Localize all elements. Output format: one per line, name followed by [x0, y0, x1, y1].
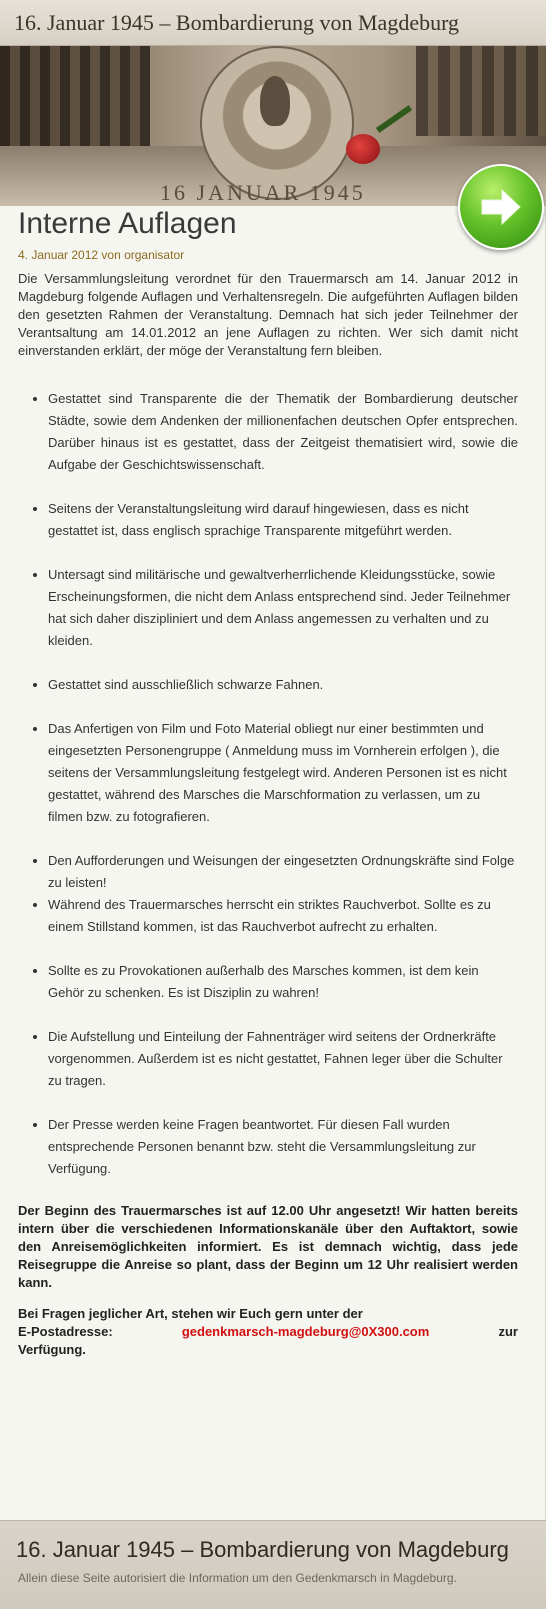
list-item: • Untersagt sind militärische und gewaltverherrlichende Kleidungsstücke, sowie Erscheinungsformen, die nicht dem Anlass entsprechend sind. Jeder Teilnehmer hat sich daher diszipliniert und dem Anlass angemessen zu verhalten und zu kleiden. — [48, 564, 518, 652]
post-title[interactable]: Interne Auflagen — [18, 207, 237, 240]
red-rose — [346, 134, 380, 164]
list-item: • Gestattet sind Transparente die der Thematik der Bombardierung deutscher Städte, sowie dem Andenken der millionenfachen deutschen Opfer entsprechen. Darüber hinaus ist es gestattet, dass der Zeitgeist thematisiert wird, sowie die Aufgabe der Geschichtswissenschaft. — [48, 388, 518, 476]
list-item: • Den Aufforderungen und Weisungen der eingesetzten Ordnungskräfte sind Folge zu leisten! — [48, 850, 518, 894]
header-banner-image — [0, 46, 546, 206]
contact-row — [18, 1323, 518, 1341]
site-footer — [0, 1520, 546, 1609]
email-link[interactable]: gedenkmarsch-magdeburg@0X300.com — [181, 1324, 430, 1339]
flag-bearers-graphic — [0, 46, 150, 146]
closing-note: Der Beginn des Trauermarsches ist auf 12.00 Uhr angesetzt! Wir hatten bereits intern über die verschiedenen Informationskanäle über den Auftaktort, sowie den Anreisemöglichkeiten informiert. Es ist demnach wichtig, dass jede Reisegruppe die Anreise so plant, dass der Beginn um 12 Uhr realisiert werden kann. — [18, 1203, 518, 1290]
list-item: • Das Anfertigen von Film und Foto Material obliegt nur einer bestimmten und eingesetzten Personengruppe ( Anmeldung muss im Vornherein erfolgen ), die seitens der Versammlungsleitung festgelegt wird. Anderen Personen ist es nicht gestattet, während des Marsches die Marschformation zu verlassen, um zu filmen bzw. zu fotografieren. — [48, 718, 518, 828]
rose-stem — [376, 105, 412, 133]
contact-note — [18, 1305, 518, 1359]
list-item: • Seitens der Veranstaltungsleitung wird darauf hingewiesen, dass es nicht gestattet ist, dass englisch sprachige Transparente mitgeführt werden. — [48, 498, 518, 542]
list-item: • Während des Trauermarsches herrscht ein striktes Rauchverbot. Sollte es zu einem Stillstand kommen, ist das Rauchverbot aufrecht zu erhalten. — [48, 894, 518, 938]
contact-suffix: zur — [498, 1324, 518, 1339]
flame-relief — [260, 76, 290, 126]
footer-title[interactable]: 16. Januar 1945 – Bombardierung von Magdeburg — [16, 1537, 509, 1562]
rules-list — [18, 388, 518, 1180]
site-header — [0, 0, 546, 46]
contact-intro: Bei Fragen jeglicher Art, stehen wir Euch gern unter der — [18, 1306, 363, 1321]
list-item: • Der Presse werden keine Fragen beantwortet. Für diesen Fall wurden entsprechende Personen benannt bzw. steht die Versammlungsleitung zur Verfügung. — [48, 1114, 518, 1180]
footer-subtitle: Allein diese Seite autorisiert die Information um den Gedenkmarsch in Magdeburg. — [18, 1571, 457, 1585]
flag-bearers-graphic-right — [416, 46, 546, 136]
site-title[interactable]: 16. Januar 1945 – Bombardierung von Magdeburg — [14, 10, 460, 35]
post-meta: 4. Januar 2012 von organisator — [18, 248, 185, 262]
contact-end: Verfügung. — [18, 1342, 86, 1357]
memorial-engraving: 16 JANUAR 1945 — [160, 180, 366, 205]
list-item: • Sollte es zu Provokationen außerhalb des Marsches kommen, ist dem kein Gehör zu schenken. Es ist Disziplin zu wahren! — [48, 960, 518, 1004]
post-intro: Die Versammlungsleitung verordnet für den Trauermarsch am 14. Januar 2012 in Magdeburg folgende Auflagen und Verhaltensregeln. Die aufgeführten Auflagen bilden den gesetzten Rahmen der Veranstaltung. Demnach hat sich jeder Teilnehmer der Verantsaltung am 14.01.2012 an jene Auflagen zu richten. Wer sich damit nicht einverstanden erklärt, der möge der Veranstaltung fern bleiben. — [18, 271, 518, 358]
list-item: • Die Aufstellung und Einteilung der Fahnenträger wird seitens der Ordnerkräfte vorgenommen. Außerdem ist es nicht gestattet, Fahnen leger über die Schulter zu tragen. — [48, 1026, 518, 1092]
post-content — [18, 206, 518, 1359]
contact-label: E-Postadresse: — [18, 1324, 113, 1339]
list-item: • Gestattet sind ausschließlich schwarze Fahnen. — [48, 674, 518, 696]
